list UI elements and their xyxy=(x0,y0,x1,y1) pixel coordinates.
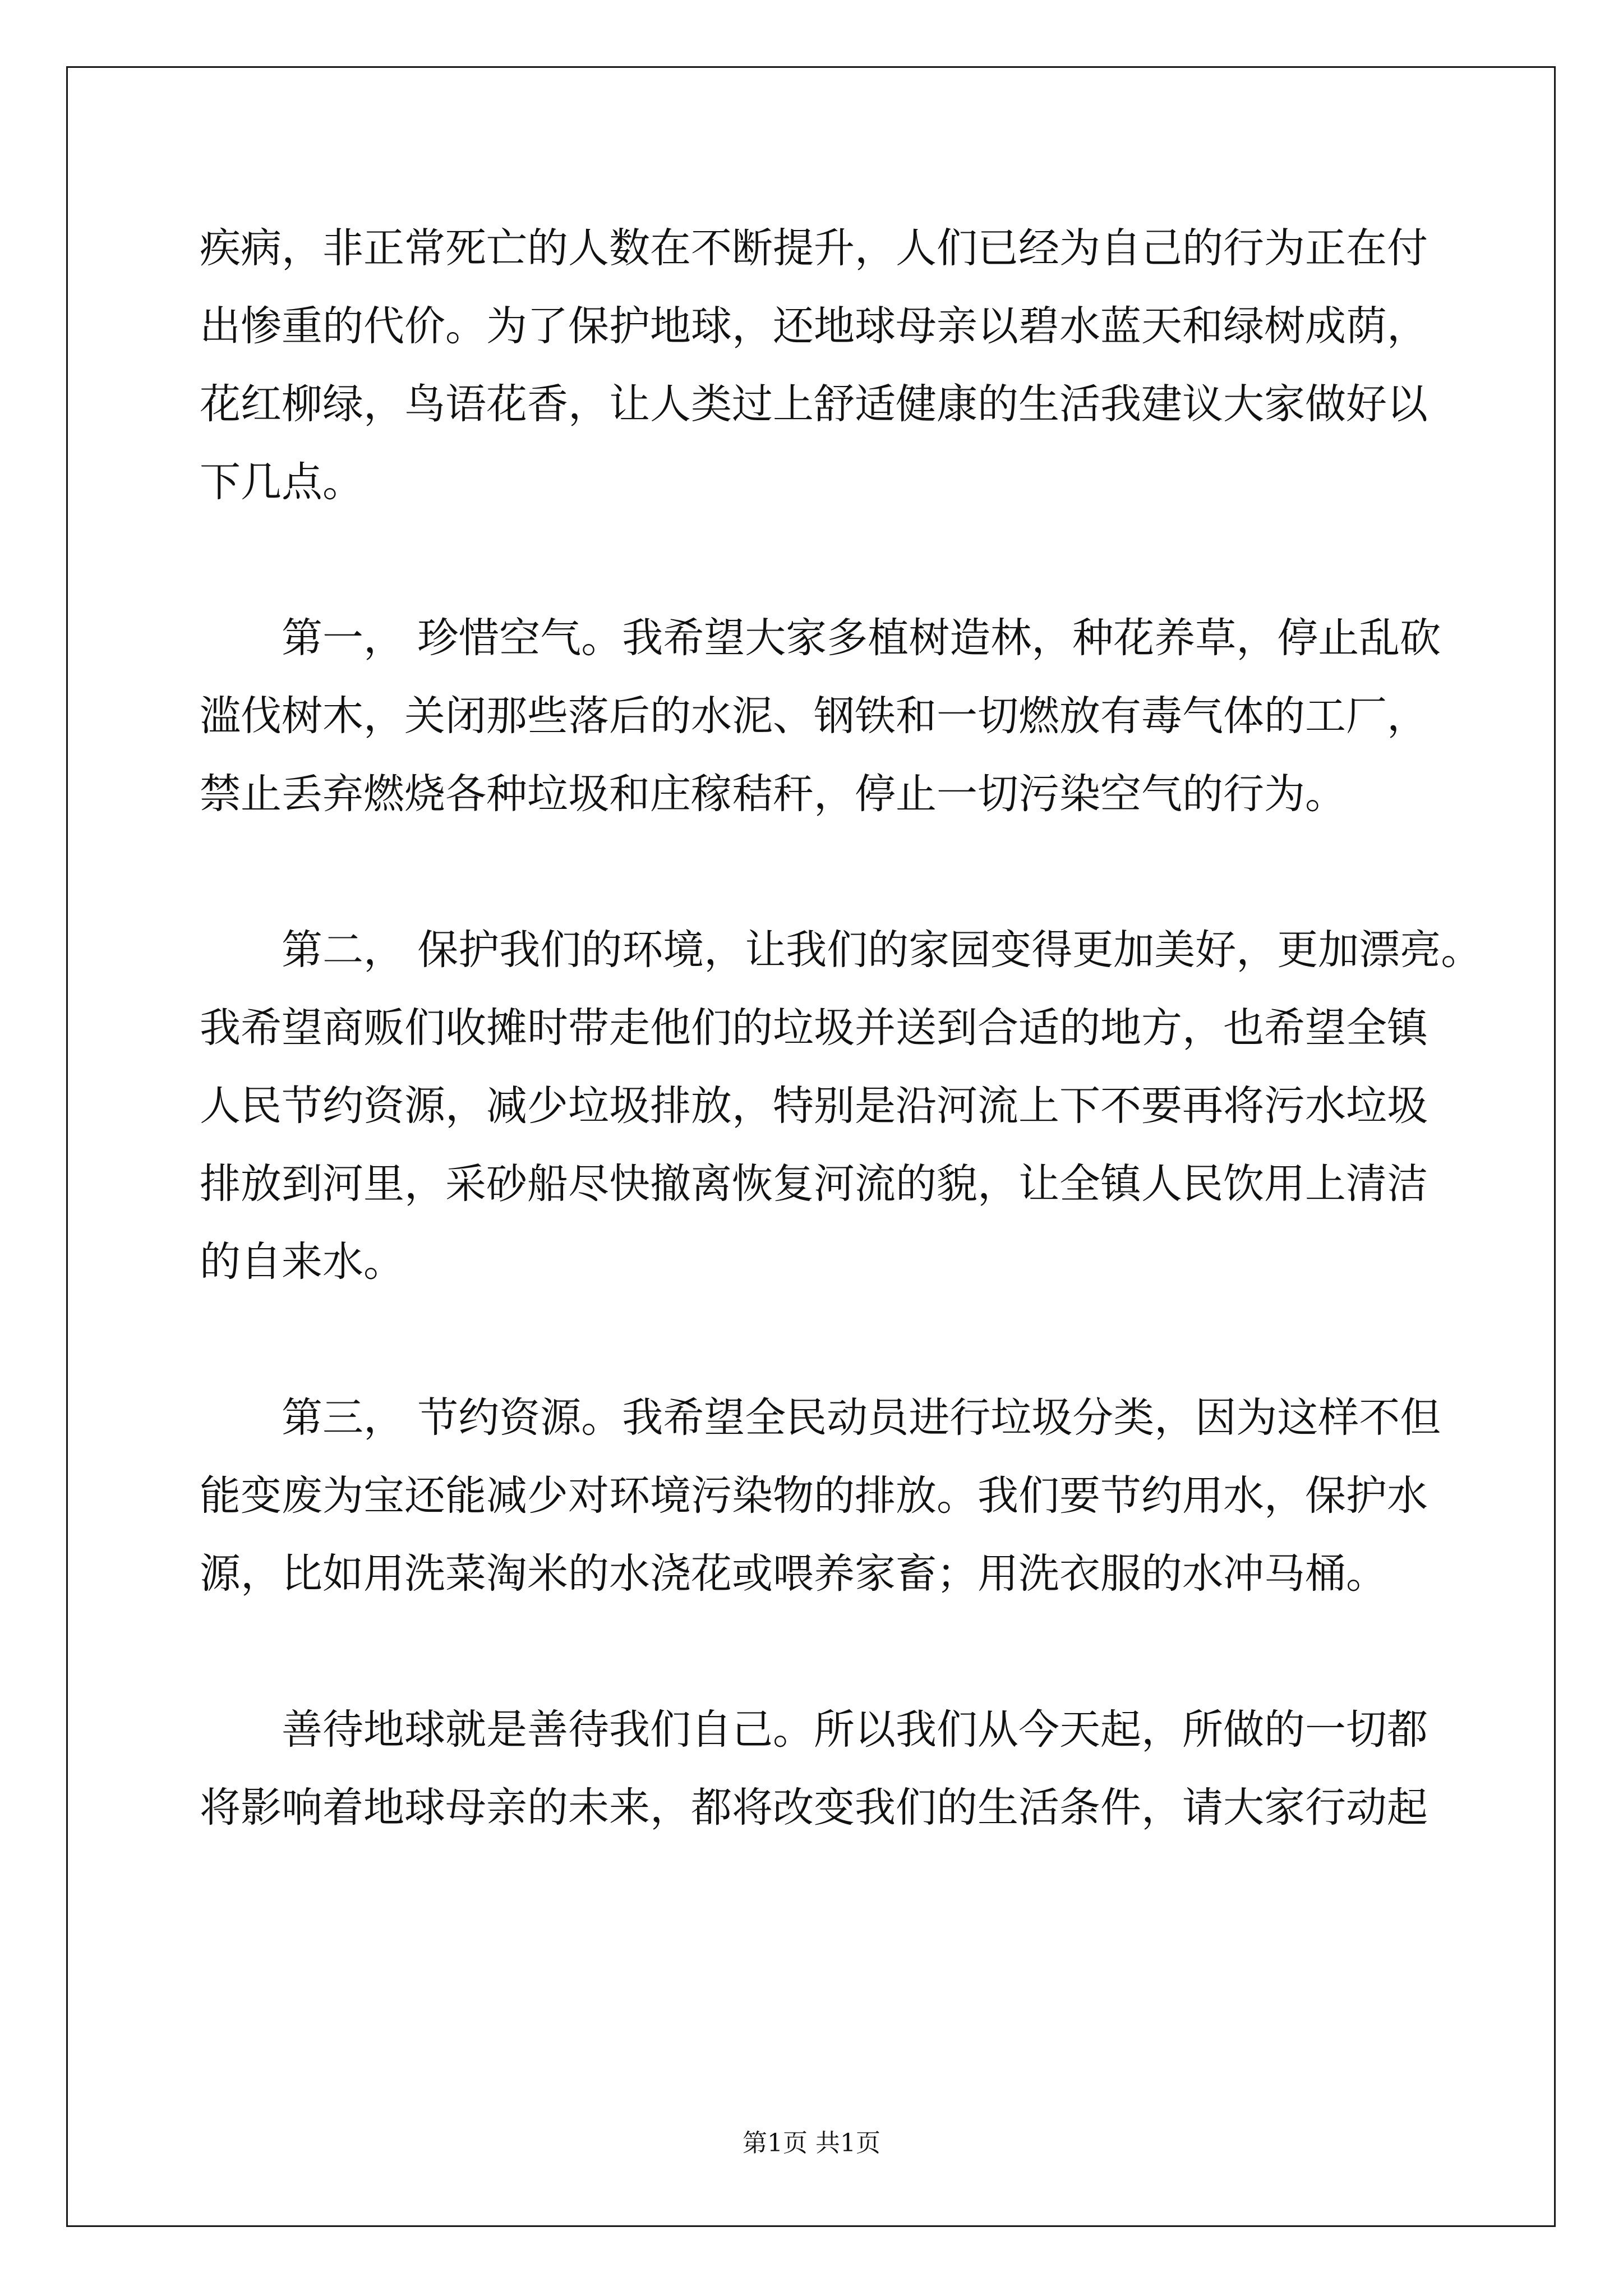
text-line: 禁止丢弃燃烧各种垃圾和庄稼秸秆，停止一切污染空气的行为。 xyxy=(200,770,1346,818)
text-line: 第一， 珍惜空气。我希望大家多植树造林，种花养草，停止乱砍 xyxy=(282,614,1441,662)
text-line: 第三， 节约资源。我希望全民动员进行垃圾分类，因为这样不但 xyxy=(282,1394,1441,1442)
text-line: 我希望商贩们收摊时带走他们的垃圾并送到合适的地方，也希望全镇 xyxy=(200,1004,1428,1052)
text-line: 善待地球就是善待我们自己。所以我们从今天起，所做的一切都 xyxy=(282,1706,1428,1754)
text-line: 排放到河里，采砂船尽快撤离恢复河流的貌，让全镇人民饮用上清洁 xyxy=(200,1160,1428,1208)
text-line: 源，比如用洗菜淘米的水浇花或喂养家畜；用洗衣服的水冲马桶。 xyxy=(200,1550,1387,1598)
text-line: 滥伐树木，关闭那些落后的水泥、钢铁和一切燃放有毒气体的工厂， xyxy=(200,692,1428,740)
text-line: 能变废为宝还能减少对环境污染物的排放。我们要节约用水，保护水 xyxy=(200,1472,1428,1520)
text-line: 出惨重的代价。为了保护地球，还地球母亲以碧水蓝天和绿树成荫， xyxy=(200,302,1428,350)
text-line: 人民节约资源，减少垃圾排放，特别是沿河流上下不要再将污水垃圾 xyxy=(200,1082,1428,1130)
text-line: 的自来水。 xyxy=(200,1238,404,1286)
page-number-footer: 第1页 共1页 xyxy=(743,2129,880,2157)
text-line: 将影响着地球母亲的未来，都将改变我们的生活条件，请大家行动起 xyxy=(200,1784,1428,1832)
text-line: 花红柳绿，鸟语花香，让人类过上舒适健康的生活我建议大家做好以 xyxy=(200,380,1428,428)
text-line: 下几点。 xyxy=(200,458,363,506)
text-line: 第二， 保护我们的环境，让我们的家园变得更加美好，更加漂亮。 xyxy=(282,926,1482,974)
text-line: 疾病，非正常死亡的人数在不断提升，人们已经为自己的行为正在付 xyxy=(200,224,1428,272)
